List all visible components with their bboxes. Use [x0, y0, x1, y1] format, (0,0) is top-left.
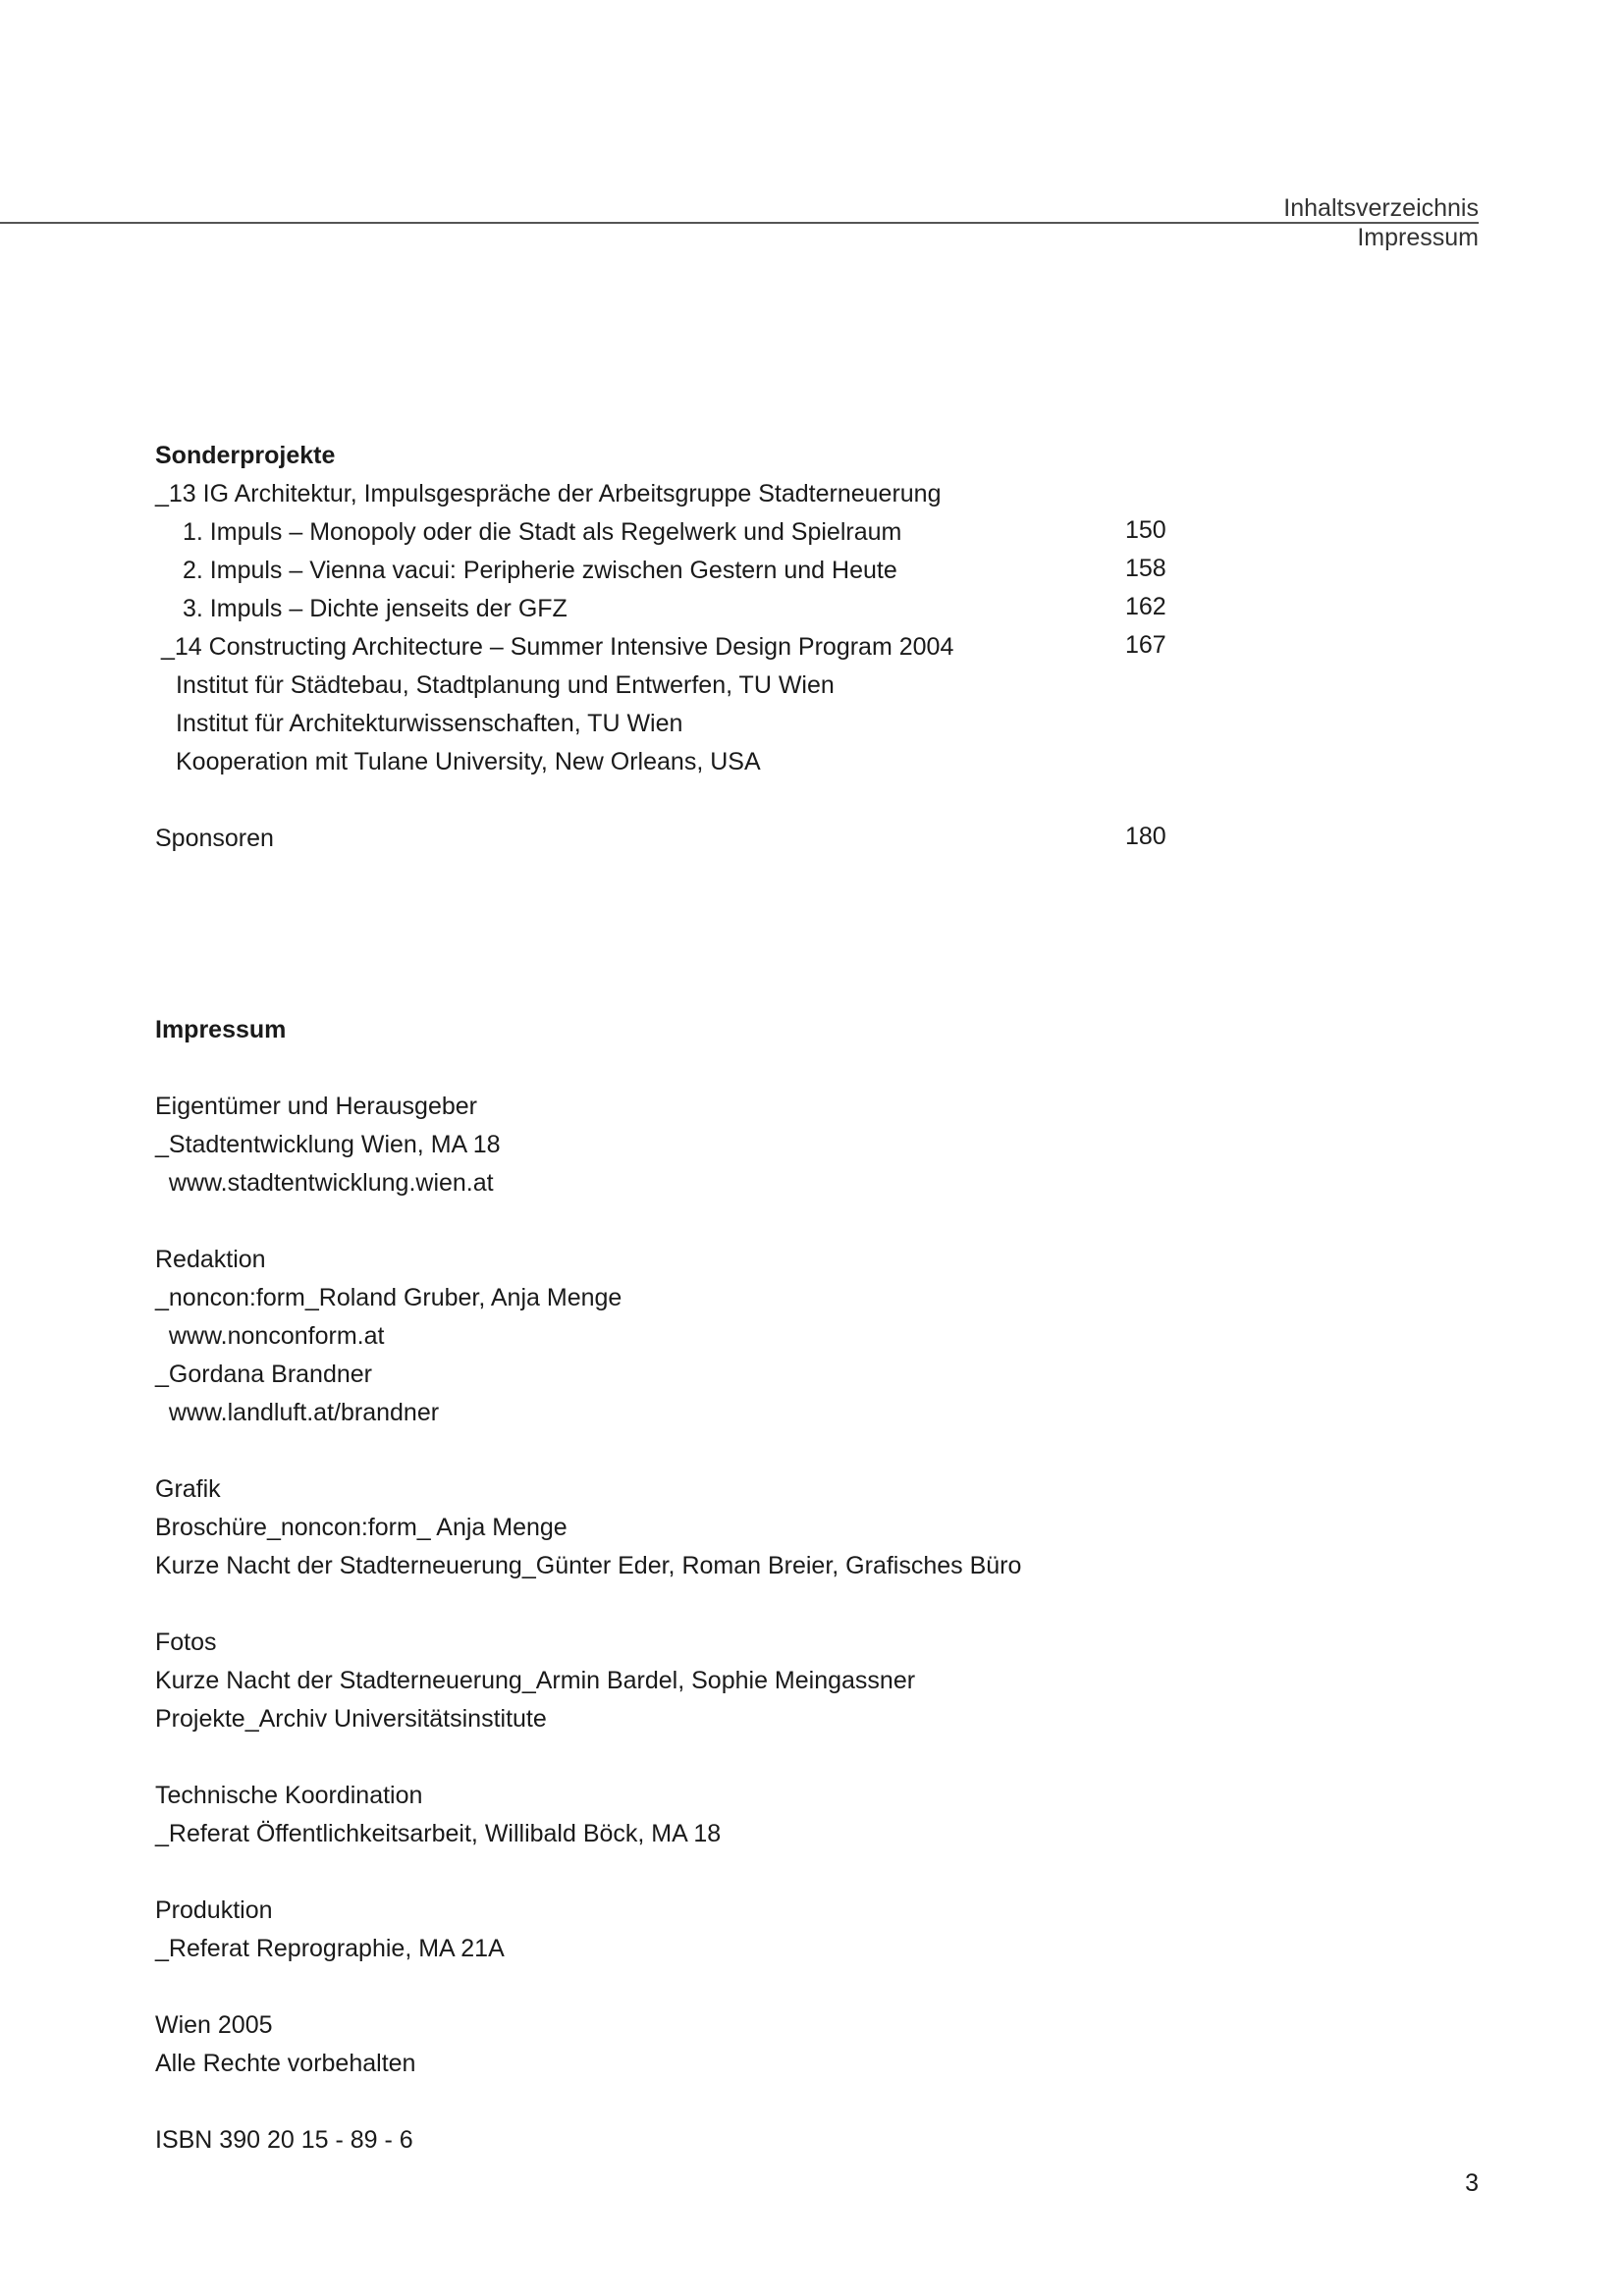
impressum-label: Technische Koordination — [155, 1782, 423, 1809]
impressum-heading: Impressum — [155, 1016, 287, 1043]
toc-entry-title: _13 IG Architektur, Impulsgespräche der Arbeitsgruppe Stadterneuerung — [155, 480, 942, 507]
impressum-label: Grafik — [155, 1475, 221, 1503]
impressum-line: Broschüre_noncon:form_ Anja Menge — [155, 1514, 568, 1541]
toc-entry — [155, 667, 1186, 705]
toc-entry-title: Sponsoren — [155, 825, 274, 852]
header-title: Inhaltsverzeichnis — [1283, 194, 1479, 222]
impressum-line: _Stadtentwicklung Wien, MA 18 — [155, 1131, 501, 1158]
table-of-contents — [155, 437, 1186, 858]
toc-entry — [155, 590, 1186, 628]
toc-entry — [155, 552, 1186, 590]
toc-entry-title: Kooperation mit Tulane University, New Orleans, USA — [176, 748, 761, 775]
toc-entry — [155, 628, 1186, 667]
toc-entry-page: 162 — [1125, 593, 1166, 620]
page-number: 3 — [1465, 2169, 1479, 2197]
impressum-label: Produktion — [155, 1896, 273, 1924]
block-spacer — [155, 1853, 1021, 1892]
impressum-line: _Referat Öffentlichkeitsarbeit, Willibald Böck, MA 18 — [155, 1820, 722, 1847]
toc-entry-page: 150 — [1125, 516, 1166, 544]
impressum-line: www.nonconform.at — [155, 1322, 385, 1350]
toc-entry-page: 167 — [1125, 631, 1166, 659]
impressum-label: Fotos — [155, 1629, 217, 1656]
block-spacer — [155, 1738, 1021, 1777]
toc-spacer — [155, 781, 1186, 820]
block-spacer — [155, 2083, 1021, 2121]
toc-entry-page: 180 — [1125, 823, 1166, 850]
impressum-label: Redaktion — [155, 1246, 266, 1273]
toc-items — [155, 475, 1186, 781]
toc-entry-title: _14 Constructing Architecture – Summer Intensive Design Program 2004 — [161, 633, 954, 661]
block-spacer — [155, 1968, 1021, 2006]
impressum-section — [155, 1011, 1021, 2160]
toc-entry-title: 2. Impuls – Vienna vacui: Peripherie zwischen Gestern und Heute — [183, 557, 897, 584]
header-subtitle: Impressum — [1357, 224, 1479, 251]
block-spacer — [155, 1585, 1021, 1624]
impressum-line: _Gordana Brandner — [155, 1361, 372, 1388]
header-rule — [0, 222, 1479, 224]
toc-entry — [155, 705, 1186, 743]
impressum-label: Wien 2005 — [155, 2011, 273, 2039]
toc-entry — [155, 475, 1186, 513]
running-header — [1283, 193, 1479, 252]
block-spacer — [155, 1202, 1021, 1241]
toc-entry — [155, 513, 1186, 552]
toc-entry-title: Institut für Architekturwissenschaften, TU Wien — [176, 710, 683, 737]
toc-heading: Sonderprojekte — [155, 442, 336, 469]
impressum-line: _noncon:form_Roland Gruber, Anja Menge — [155, 1284, 622, 1311]
impressum-line: _Referat Reprographie, MA 21A — [155, 1935, 505, 1962]
impressum-line: www.stadtentwicklung.wien.at — [155, 1169, 494, 1197]
block-spacer — [155, 1432, 1021, 1470]
toc-entry-page: 158 — [1125, 555, 1166, 582]
toc-entry-title: 3. Impuls – Dichte jenseits der GFZ — [183, 595, 568, 622]
toc-entry-sponsoren — [155, 820, 1186, 858]
impressum-line: Kurze Nacht der Stadterneuerung_Armin Bardel, Sophie Meingassner — [155, 1667, 916, 1694]
toc-entry-title: Institut für Städtebau, Stadtplanung und Entwerfen, TU Wien — [176, 671, 835, 699]
impressum-label: ISBN 390 20 15 - 89 - 6 — [155, 2126, 413, 2154]
impressum-blocks — [155, 1049, 1021, 2160]
impressum-line: www.landluft.at/brandner — [155, 1399, 440, 1426]
impressum-line: Kurze Nacht der Stadterneuerung_Günter Eder, Roman Breier, Grafisches Büro — [155, 1552, 1022, 1579]
impressum-line: Projekte_Archiv Universitätsinstitute — [155, 1705, 547, 1733]
toc-entry — [155, 743, 1186, 781]
toc-heading-row — [155, 437, 1186, 475]
block-spacer — [155, 1049, 1021, 1088]
impressum-label: Eigentümer und Herausgeber — [155, 1093, 477, 1120]
toc-entry-title: 1. Impuls – Monopoly oder die Stadt als Regelwerk und Spielraum — [183, 518, 902, 546]
impressum-line: Alle Rechte vorbehalten — [155, 2050, 416, 2077]
